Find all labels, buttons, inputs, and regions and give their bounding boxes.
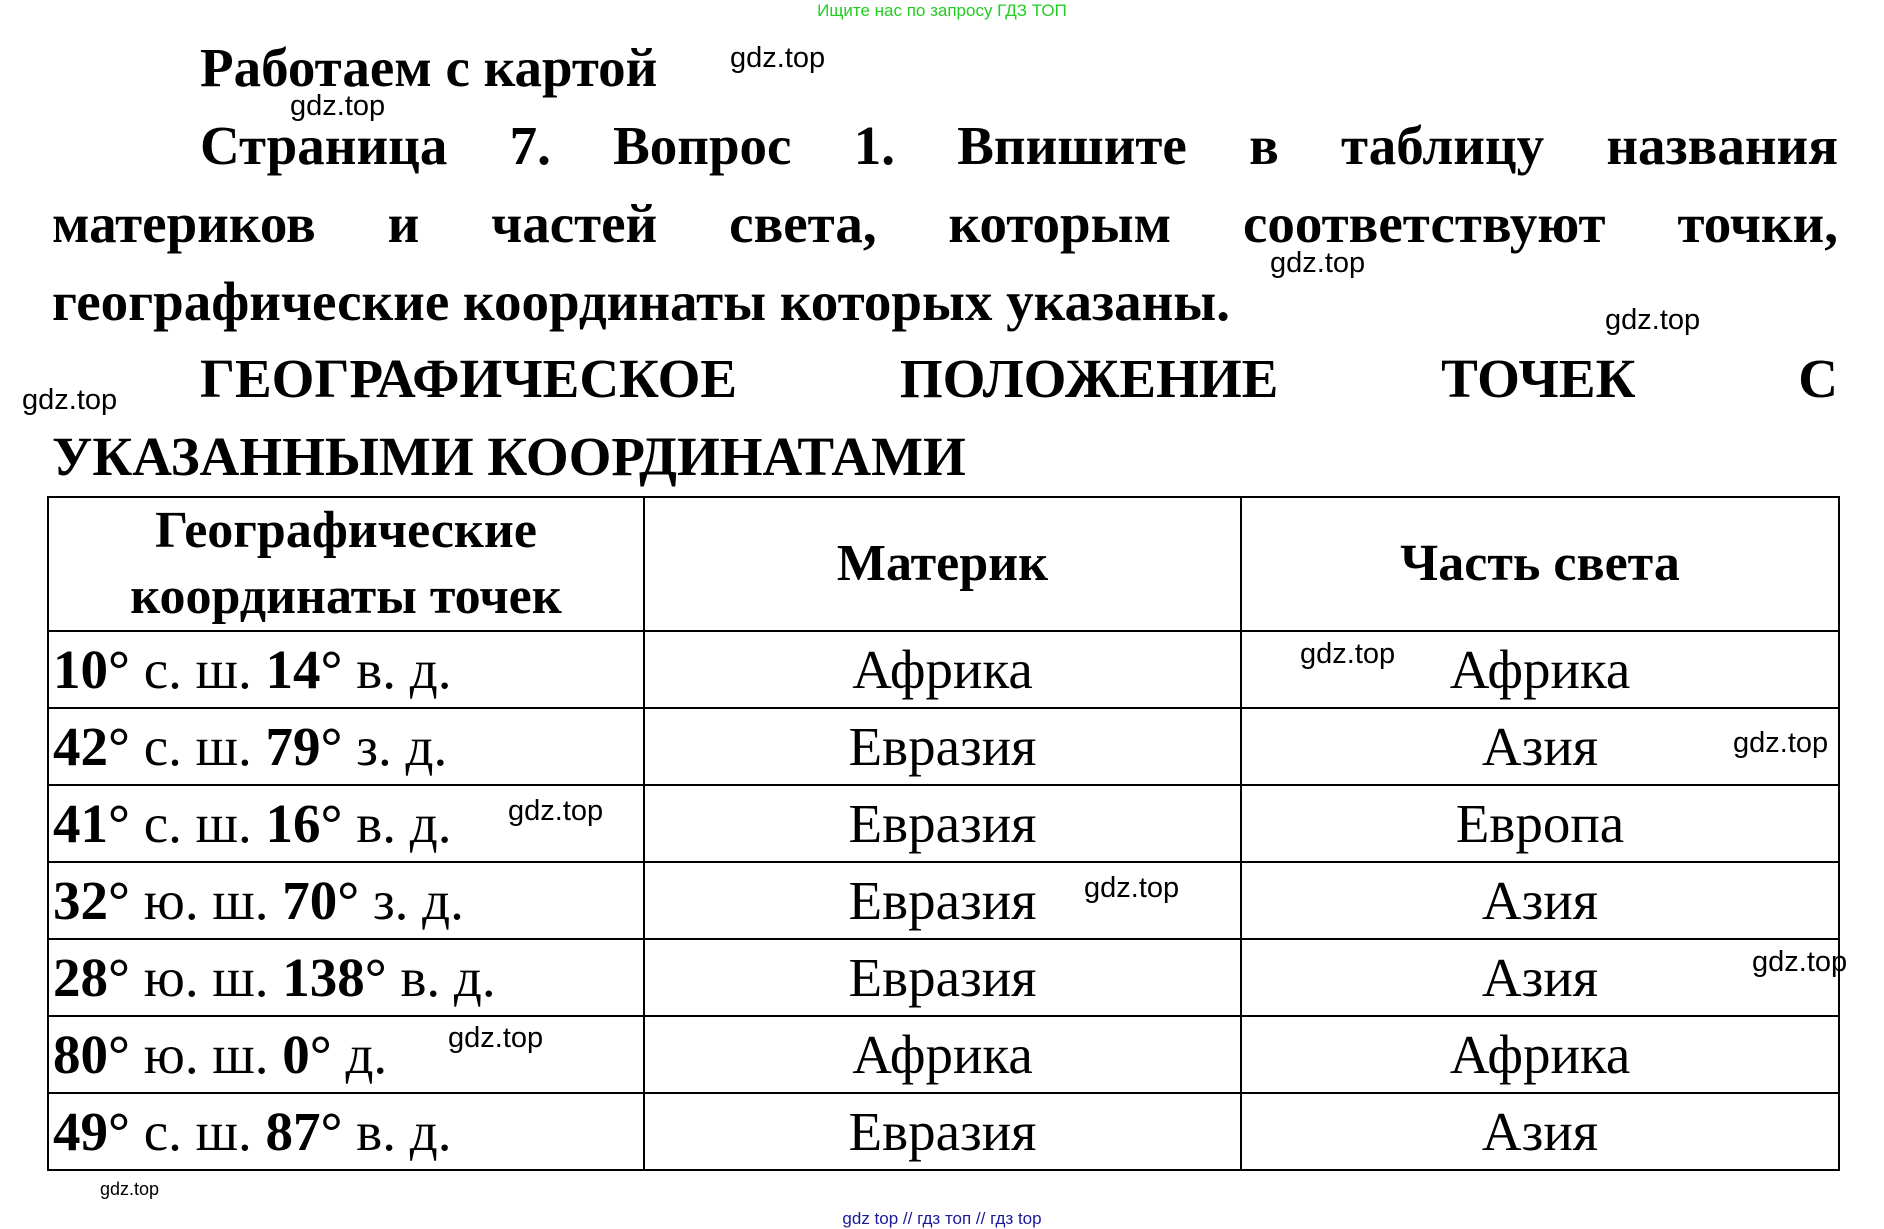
table-title-word: ГЕОГРАФИЧЕСКОЕ	[200, 348, 738, 409]
watermark: gdz.top	[1605, 304, 1701, 336]
top-banner: Ищите нас по запросу ГДЗ ТОП	[817, 1, 1067, 20]
part-of-world-cell: Африка	[1241, 631, 1839, 708]
question-word: материков	[52, 193, 316, 254]
question-word: названия	[1606, 115, 1838, 176]
longitude-value: 87°	[265, 1101, 343, 1162]
latitude-direction: ю. ш.	[130, 870, 283, 931]
question-line-3: географические координаты которых указаны.	[52, 271, 1230, 332]
latitude-value: 10°	[53, 639, 130, 700]
coord-cell	[48, 708, 644, 785]
question-word: 1.	[853, 115, 895, 176]
question-line-1	[200, 107, 1838, 185]
part-of-world-cell: Азия	[1241, 1093, 1839, 1170]
part-of-world-cell: Азия	[1241, 708, 1839, 785]
continent-cell: Евразия	[644, 1093, 1241, 1170]
watermark: gdz.top	[1084, 872, 1180, 904]
longitude-direction: з. д.	[342, 716, 448, 777]
question-line-2	[52, 185, 1838, 263]
longitude-direction: в. д.	[386, 947, 496, 1008]
longitude-value: 0°	[282, 1024, 332, 1085]
latitude-direction: с. ш.	[130, 639, 266, 700]
latitude-direction: с. ш.	[130, 793, 266, 854]
latitude-value: 28°	[53, 947, 130, 1008]
watermark: gdz.top	[448, 1022, 544, 1054]
continent-cell: Евразия	[644, 708, 1241, 785]
latitude-direction: с. ш.	[130, 1101, 266, 1162]
coord-cell	[48, 1016, 644, 1093]
longitude-direction: з. д.	[359, 870, 464, 931]
longitude-value: 14°	[265, 639, 343, 700]
table-title-line-2: УКАЗАННЫМИ КООРДИНАТАМИ	[52, 426, 966, 487]
question-word: Впишите	[957, 115, 1187, 176]
watermark: gdz.top	[1733, 727, 1829, 759]
longitude-value: 16°	[265, 793, 343, 854]
latitude-direction: с. ш.	[130, 716, 266, 777]
question-word: и	[387, 193, 420, 254]
question-word: таблицу	[1341, 115, 1545, 176]
continent-cell: Евразия	[644, 862, 1241, 939]
longitude-value: 70°	[282, 870, 360, 931]
coord-cell	[48, 862, 644, 939]
latitude-value: 49°	[53, 1101, 130, 1162]
table-header-row	[48, 497, 1839, 631]
footer: gdz top // гдз топ // гдз top	[842, 1209, 1042, 1228]
latitude-value: 32°	[53, 870, 130, 931]
watermark: gdz.top	[1752, 946, 1848, 978]
watermark: gdz.top	[22, 384, 118, 416]
question-word: Вопрос	[613, 115, 792, 176]
coord-cell	[48, 1093, 644, 1170]
watermark: gdz.top	[290, 90, 386, 122]
continent-cell: Евразия	[644, 939, 1241, 1016]
table-row	[48, 631, 1839, 708]
coord-cell	[48, 631, 644, 708]
question-word: света,	[729, 193, 877, 254]
latitude-direction: ю. ш.	[130, 1024, 283, 1085]
coord-cell	[48, 939, 644, 1016]
latitude-value: 41°	[53, 793, 130, 854]
latitude-value: 42°	[53, 716, 130, 777]
longitude-direction: в. д.	[342, 793, 452, 854]
part-of-world-cell: Африка	[1241, 1016, 1839, 1093]
table-row	[48, 708, 1839, 785]
question-word: 7.	[509, 115, 551, 176]
longitude-direction: д.	[331, 1024, 388, 1085]
table-row	[48, 939, 1839, 1016]
watermark: gdz.top	[1300, 638, 1396, 670]
header-coords: Географические координаты точек	[48, 497, 644, 631]
question-word: в	[1249, 115, 1279, 176]
part-of-world-cell: Азия	[1241, 862, 1839, 939]
part-of-world-cell: Европа	[1241, 785, 1839, 862]
question-word: соответствуют	[1242, 193, 1606, 254]
watermark: gdz.top	[730, 42, 826, 74]
part-of-world-cell: Азия	[1241, 939, 1839, 1016]
watermark: gdz.top	[508, 795, 604, 827]
continent-cell: Евразия	[644, 785, 1241, 862]
header-part-of-world: Часть света	[1241, 497, 1839, 631]
question-word: точки,	[1677, 193, 1838, 254]
latitude-value: 80°	[53, 1024, 130, 1085]
longitude-value: 138°	[282, 947, 387, 1008]
latitude-direction: ю. ш.	[130, 947, 283, 1008]
table-row	[48, 1016, 1839, 1093]
longitude-value: 79°	[265, 716, 343, 777]
table-title-line-1	[200, 340, 1838, 418]
watermark: gdz.top	[100, 1179, 160, 1199]
table-title-word: С	[1798, 348, 1838, 409]
table-row	[48, 785, 1839, 862]
section-title: Работаем с картой	[200, 37, 658, 98]
question-word: Страница	[200, 115, 448, 176]
header-continent: Материк	[644, 497, 1241, 631]
table-title-word: ТОЧЕК	[1441, 348, 1636, 409]
watermark: gdz.top	[1270, 247, 1366, 279]
longitude-direction: в. д.	[342, 1101, 452, 1162]
question-word: частей	[491, 193, 658, 254]
coordinates-table	[47, 496, 1840, 1171]
continent-cell: Африка	[644, 631, 1241, 708]
continent-cell: Африка	[644, 1016, 1241, 1093]
table-title-word: ПОЛОЖЕНИЕ	[899, 348, 1279, 409]
question-word: которым	[948, 193, 1172, 254]
table-row	[48, 862, 1839, 939]
table-row	[48, 1093, 1839, 1170]
longitude-direction: в. д.	[342, 639, 452, 700]
